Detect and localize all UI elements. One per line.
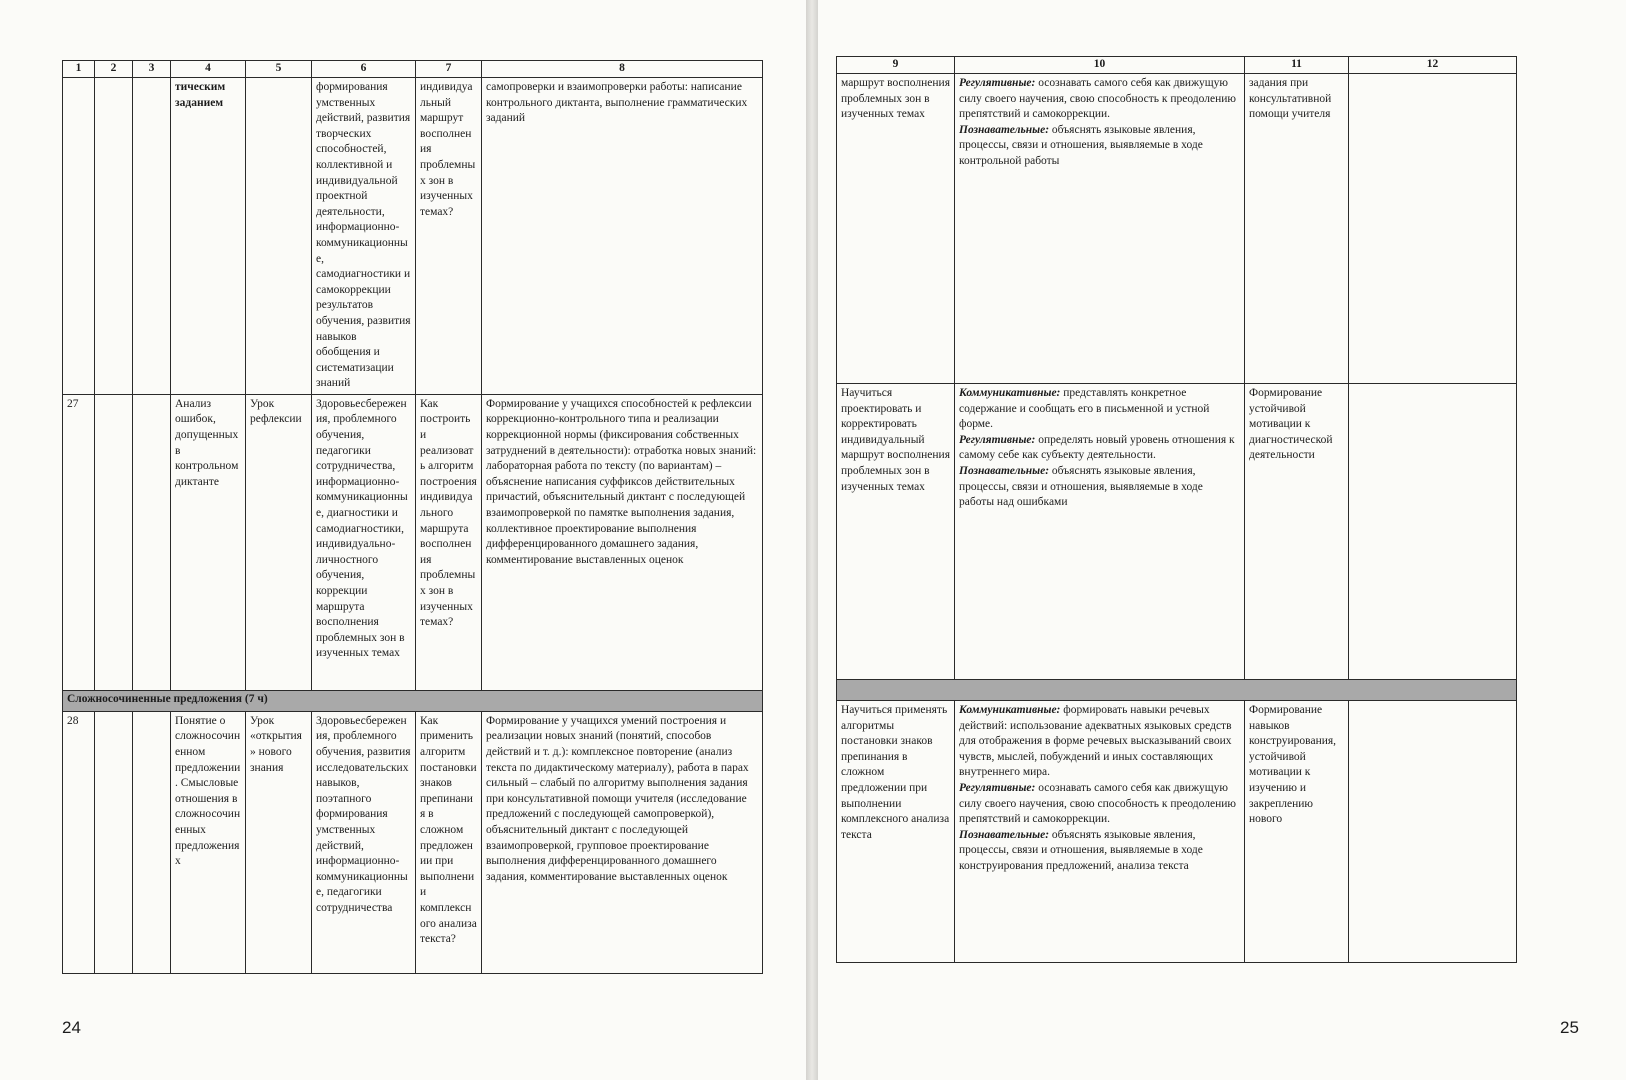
col-header-3: 3: [133, 61, 171, 78]
uud-label: Регулятивные:: [959, 433, 1036, 446]
notes-cell: [1349, 384, 1517, 680]
col-header-12: 12: [1349, 57, 1517, 74]
uud-text: определять новый уровень отношения к самому себе как субъекту деятельности.: [959, 433, 1235, 462]
uud-text: осознавать самого себя как движущую силу своего научения, свою способность к преодолению препятствий и самокоррекции.: [959, 77, 1236, 121]
uud-label: Коммуникативные:: [959, 387, 1061, 399]
uud-text: формировать навыки речевых действий: использование адекватных языковых средств для отображения в форме речевых высказываний своих чувств, мыслей, побуждений и иных составляющих внутреннего мира.: [959, 704, 1232, 779]
cell: [246, 78, 312, 395]
uud-label: Регулятивные:: [959, 77, 1036, 89]
col-header-11: 11: [1245, 57, 1349, 74]
cell: [95, 394, 133, 690]
personal-results-cell: Формирование навыков конструирования, устойчивой мотивации к изучению и закреплению нового: [1245, 701, 1349, 963]
lesson-number-cell: 27: [63, 394, 95, 690]
problem-question-cell: индивидуальный маршрут восполнения проблемных зон в изученных темах?: [416, 78, 482, 395]
technologies-cell: Здоровьесбережения, проблемного обучения, развития исследовательских навыков, поэтапного формирования умственных действий, информационно-коммуникационные, педагогики сотрудничества: [312, 711, 416, 973]
section-header-row: [63, 690, 763, 711]
col-header-6: 6: [312, 61, 416, 78]
cell: [133, 78, 171, 395]
subject-results-cell: Научиться проектировать и корректировать индивидуальный маршрут восполнения проблемных зон в изученных темах: [837, 384, 955, 680]
lesson-topic-cell: Понятие о сложносочиненном предложении. Смысловые отношения в сложносочиненных предложениях: [171, 711, 246, 973]
activity-cell: Формирование у учащихся способностей к рефлексии коррекционно-контрольного типа и реализации коррекционной нормы (фиксирования собственных затруднений в деятельности): отработка новых знаний: лабораторная работа по тексту (по вариантам) – объяснение написания суффиксов действительных причастий, объяснительный диктант с последующей взаимопроверкой по памятке выполнения задания, коллективное проектирование выполнения дифференцированного домашнего задания, комментирование выставленных оценок: [482, 394, 763, 690]
problem-question-cell: Как построить и реализовать алгоритм построения индивидуального маршрута восполнения проблемных зон в изученных темах?: [416, 394, 482, 690]
notes-cell: [1349, 74, 1517, 384]
table-row: [837, 74, 1517, 384]
cell: [133, 394, 171, 690]
lesson-type-cell: Урок рефлексии: [246, 394, 312, 690]
subject-results-cell: маршрут восполнения проблемных зон в изученных темах: [837, 74, 955, 384]
col-header-8: 8: [482, 61, 763, 78]
problem-question-cell: Как применить алгоритм постановки знаков препинания в сложном предложении при выполнении комплексного анализа текста?: [416, 711, 482, 973]
uud-text: объяснять языковые явления, процессы, связи и отношения, выявляемые в ходе конструирования предложений, анализа текста: [959, 828, 1203, 872]
table-row: [837, 384, 1517, 680]
uud-label: Познавательные:: [959, 828, 1050, 841]
uud-cell: [955, 384, 1245, 680]
uud-text: осознавать самого себя как движущую силу своего научения, свою способность к преодолению препятствий и самокоррекции.: [959, 781, 1236, 826]
col-header-5: 5: [246, 61, 312, 78]
uud-text: представлять конкретное содержание и сообщать его в письменной и устной форме.: [959, 387, 1210, 431]
subject-results-cell: Научиться применять алгоритмы постановки знаков препинания в сложном предложении при выполнении комплексного анализа текста: [837, 701, 955, 963]
col-header-2: 2: [95, 61, 133, 78]
col-header-1: 1: [63, 61, 95, 78]
lesson-number-cell: 28: [63, 711, 95, 973]
notes-cell: [1349, 701, 1517, 963]
cell: [63, 78, 95, 395]
book-spine: [806, 0, 818, 1080]
table-row: [63, 394, 763, 690]
activity-cell: Формирование у учащихся умений построения и реализации новых знаний (понятий, способов действий и т. д.): комплексное повторение (анализ текста по дидактическому материалу), работа в парах сильный – слабый по алгоритму выполнения задания при консультативной помощи учителя (исследование предложений с последующей самопроверкой), объяснительный диктант с последующей взаимопроверкой, групповое проектирование выполнения дифференцированного домашнего задания, комментирование выставленных оценок: [482, 711, 763, 973]
right-table: [836, 56, 1517, 963]
section-title: Сложносочиненные предложения (7 ч): [63, 690, 763, 711]
table-row: [63, 711, 763, 973]
uud-label: Познавательные:: [959, 123, 1050, 136]
lesson-topic-cell: тическим заданием: [171, 78, 246, 395]
lesson-topic-cell: Анализ ошибок, допущенных в контрольном диктанте: [171, 394, 246, 690]
uud-label: Познавательные:: [959, 464, 1050, 477]
uud-label: Регулятивные:: [959, 781, 1036, 794]
technologies-cell: формирования умственных действий, развития творческих способностей, коллективной и индивидуальной проектной деятельности, информационно-коммуникационные, самодиагностики и самокоррекции результатов обучения, развития навыков обобщения и систематизации знаний: [312, 78, 416, 395]
left-header-row: [63, 61, 763, 78]
col-header-7: 7: [416, 61, 482, 78]
personal-results-cell: задания при консультативной помощи учителя: [1245, 74, 1349, 384]
uud-label: Коммуникативные:: [959, 704, 1061, 716]
uud-cell: [955, 74, 1245, 384]
uud-text: объяснять языковые явления, процессы, связи и отношения, выявляемые в ходе работы над ошибками: [959, 464, 1203, 509]
col-header-10: 10: [955, 57, 1245, 74]
cell: [95, 78, 133, 395]
personal-results-cell: Формирование устойчивой мотивации к диагностической деятельности: [1245, 384, 1349, 680]
lesson-type-cell: Урок «открытия» нового знания: [246, 711, 312, 973]
right-header-row: [837, 57, 1517, 74]
uud-cell: [955, 701, 1245, 963]
technologies-cell: Здоровьесбережения, проблемного обучения, педагогики сотрудничества, информационно-коммуникационные, диагностики и самодиагностики, индивидуально-личностного обучения, коррекции маршрута восполнения проблемных зон в изученных темах: [312, 394, 416, 690]
cell: [95, 711, 133, 973]
left-page-number: 24: [62, 1018, 81, 1037]
cell: [133, 711, 171, 973]
section-header-row: [837, 680, 1517, 701]
section-band: [837, 680, 1517, 701]
col-header-9: 9: [837, 57, 955, 74]
uud-text: объяснять языковые явления, процессы, связи и отношения, выявляемые в ходе контрольной работы: [959, 123, 1203, 167]
table-row: [837, 701, 1517, 963]
right-page-number: 25: [1560, 1018, 1579, 1037]
activity-cell: самопроверки и взаимопроверки работы: написание контрольного диктанта, выполнение грамматических заданий: [482, 78, 763, 395]
table-row: [63, 78, 763, 395]
col-header-4: 4: [171, 61, 246, 78]
left-table: [62, 60, 763, 974]
